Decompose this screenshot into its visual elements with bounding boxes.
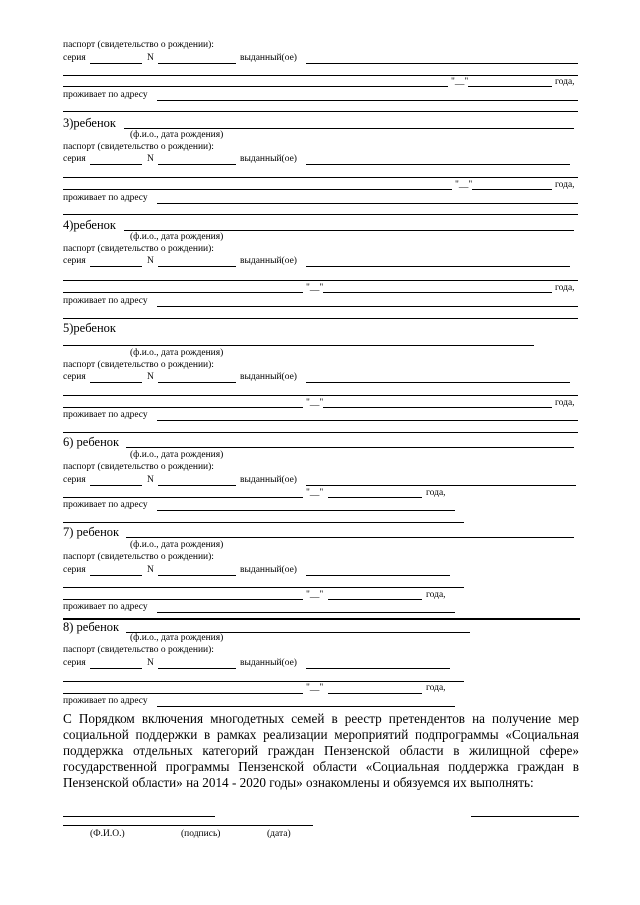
consent-paragraph: С Порядком включения многодетных семей в реестр претендентов на получение мер социальной поддержки в рамках реализации мероприятий подпрограммы «Социальная поддержка отдельных категорий граждан Пензенской области в жилищной сфере» государственной программы Пензенской области «Социальная поддержка граждан в Пензенской области» на 2014 - 2020 годы» ознакомлены и обязуемся их выполнять: [63,711,579,791]
fio-dob-hint: (ф.и.о., дата рождения) [130,540,224,550]
issued-field-line[interactable] [63,75,578,76]
address-label: проживает по адресу [63,90,148,100]
issue-date-field[interactable] [323,407,552,408]
series-field[interactable] [90,668,142,669]
child-5-label: 5)ребенок [63,321,116,335]
issued-field-line[interactable] [63,292,303,293]
child-8-label: 8) ребенок [63,620,120,634]
child-4-label: 4)ребенок [63,218,116,232]
number-label: N [147,154,154,164]
issued-field-line[interactable] [63,177,578,178]
sign-caption: (подпись) [181,829,221,839]
number-field[interactable] [158,164,236,165]
issued-field[interactable] [306,382,570,383]
issue-date-field[interactable] [468,86,552,87]
year-label: года, [426,488,446,498]
issue-date-field[interactable] [328,599,422,600]
number-field[interactable] [158,575,236,576]
issued-label: выданный(ое) [240,53,297,63]
fio-caption: (Ф.И.О.) [90,829,125,839]
address-field-line[interactable] [63,432,578,433]
issued-field[interactable] [306,164,570,165]
series-label: серия [63,658,86,668]
address-field[interactable] [157,306,578,307]
date-quote: "__" [455,180,473,190]
child-3-label: 3)ребенок [63,116,116,130]
issue-date-field[interactable] [472,189,552,190]
series-field[interactable] [90,164,142,165]
issued-field[interactable] [306,63,578,64]
issue-date-field[interactable] [328,497,422,498]
issued-field-line[interactable] [63,86,448,87]
series-label: серия [63,256,86,266]
issued-label: выданный(ое) [240,565,297,575]
number-field[interactable] [158,63,236,64]
series-field[interactable] [90,63,142,64]
date-caption: (дата) [267,829,291,839]
address-field-line[interactable] [63,522,464,523]
issued-field[interactable] [306,575,450,576]
fio-dob-hint: (ф.и.о., дата рождения) [130,348,224,358]
issued-field-line[interactable] [63,395,578,396]
address-label: проживает по адресу [63,296,148,306]
passport-label: паспорт (свидетельство о рождении): [63,142,214,152]
child-6-label: 6) ребенок [63,435,120,449]
number-label: N [147,475,154,485]
section-divider [63,618,580,620]
issued-field[interactable] [306,485,576,486]
series-field[interactable] [90,485,142,486]
number-field[interactable] [158,485,236,486]
issued-field-line[interactable] [63,693,303,694]
issued-field-line[interactable] [63,407,303,408]
child-7-label: 7) ребенок [63,525,120,539]
issued-label: выданный(ое) [240,256,297,266]
number-field[interactable] [158,266,236,267]
series-field[interactable] [90,575,142,576]
date-signature-field[interactable] [471,816,579,817]
passport-label: паспорт (свидетельство о рождении): [63,552,214,562]
fio-signature-field[interactable] [63,816,215,817]
date-quote: "__" [306,683,324,693]
child-5-name-field[interactable] [63,345,534,346]
address-field[interactable] [157,510,455,511]
address-label: проживает по адресу [63,193,148,203]
issued-field[interactable] [306,668,450,669]
issue-date-field[interactable] [328,693,422,694]
date-quote: "__" [306,488,324,498]
address-field[interactable] [157,100,578,101]
issued-field-line[interactable] [63,497,303,498]
number-label: N [147,256,154,266]
passport-label: паспорт (свидетельство о рождении): [63,40,214,50]
series-field[interactable] [90,382,142,383]
issued-field-line[interactable] [63,587,464,588]
address-field[interactable] [157,706,455,707]
fio-dob-hint: (ф.и.о., дата рождения) [130,232,224,242]
address-label: проживает по адресу [63,696,148,706]
child-4-name-field[interactable] [124,230,574,231]
number-label: N [147,53,154,63]
issued-label: выданный(ое) [240,658,297,668]
series-field[interactable] [90,266,142,267]
year-label: года, [555,283,575,293]
address-label: проживает по адресу [63,500,148,510]
child-6-name-field[interactable] [126,447,574,448]
number-field[interactable] [158,382,236,383]
address-field-line[interactable] [63,318,578,319]
number-field[interactable] [158,668,236,669]
date-quote: "__" [306,283,324,293]
issued-field-line[interactable] [63,681,464,682]
address-field[interactable] [157,612,455,613]
signature-underline[interactable] [63,825,313,826]
passport-label: паспорт (свидетельство о рождении): [63,244,214,254]
child-3-name-field[interactable] [124,128,574,129]
issued-field-line[interactable] [63,280,578,281]
address-field-line[interactable] [63,111,578,112]
year-label: года, [426,683,446,693]
series-label: серия [63,154,86,164]
date-quote: "__" [451,77,469,87]
fio-dob-hint: (ф.и.о., дата рождения) [130,450,224,460]
child-7-name-field[interactable] [126,537,574,538]
issued-label: выданный(ое) [240,372,297,382]
date-quote: "__" [306,398,324,408]
series-label: серия [63,372,86,382]
address-field[interactable] [157,420,578,421]
issued-field-line[interactable] [63,189,452,190]
address-field[interactable] [157,203,578,204]
address-label: проживает по адресу [63,602,148,612]
date-quote: "__" [306,590,324,600]
issued-field-line[interactable] [63,599,303,600]
number-label: N [147,372,154,382]
issue-date-field[interactable] [323,292,552,293]
series-label: серия [63,475,86,485]
series-label: серия [63,565,86,575]
series-label: серия [63,53,86,63]
issued-label: выданный(ое) [240,154,297,164]
passport-label: паспорт (свидетельство о рождении): [63,462,214,472]
address-field-line[interactable] [63,214,578,215]
fio-dob-hint: (ф.и.о., дата рождения) [130,633,224,643]
number-label: N [147,565,154,575]
number-label: N [147,658,154,668]
year-label: года, [426,590,446,600]
issued-field[interactable] [306,266,570,267]
year-label: года, [555,180,575,190]
year-label: года, [555,77,575,87]
year-label: года, [555,398,575,408]
address-label: проживает по адресу [63,410,148,420]
issued-label: выданный(ое) [240,475,297,485]
passport-label: паспорт (свидетельство о рождении): [63,360,214,370]
fio-dob-hint: (ф.и.о., дата рождения) [130,130,224,140]
passport-label: паспорт (свидетельство о рождении): [63,645,214,655]
